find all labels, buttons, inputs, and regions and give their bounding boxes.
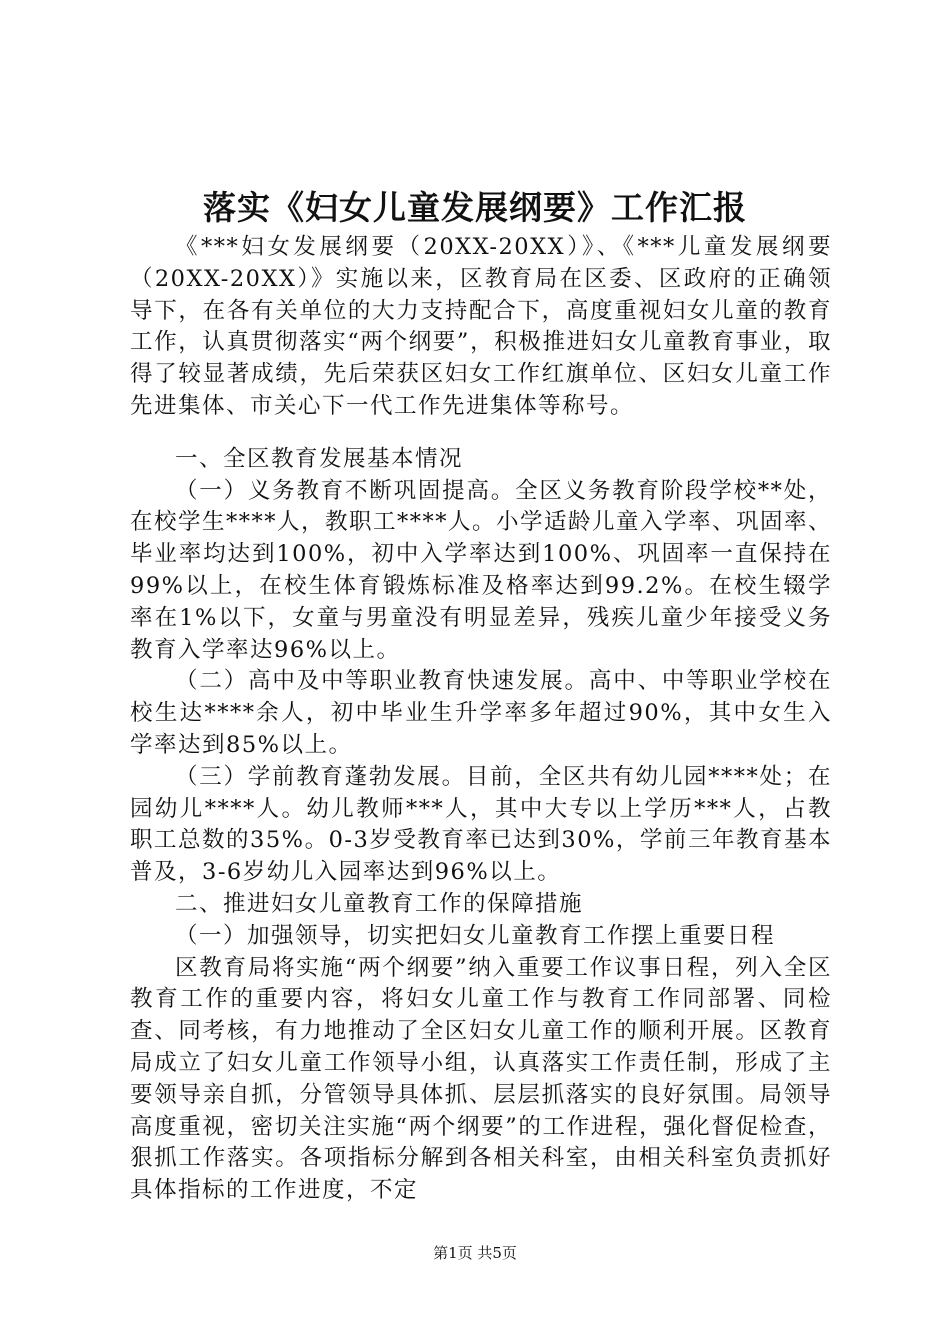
document-body xyxy=(130,232,832,1207)
paragraph-preschool: （三）学前教育蓬勃发展。目前，全区共有幼儿园****处；在园幼儿****人。幼儿教师***人，其中大专以上学历***人，占教职工总数的35%。0-3岁受教育率已达到30%，学前三年教育基本普及，3-6岁幼儿入园率达到96%以上。 xyxy=(130,763,832,886)
document-title: 落实《妇女儿童发展纲要》工作汇报 xyxy=(203,188,747,227)
paragraph-compulsory-education: （一）义务教育不断巩固提高。全区义务教育阶段学校**处，在校学生****人，教职工****人。小学适龄儿童入学率、巩固率、毕业率均达到100%，初中入学率达到100%、巩固率一直保持在99%以上，在校生体育锻炼标准及格率达到99.2%。在校生辍学率在1%以下，女童与男童没有明显差异，残疾儿童少年接受义务教育入学率达96%以上。 xyxy=(130,477,833,663)
page-number: 第1页 共5页 xyxy=(433,1244,517,1262)
paragraph-leadership: 区教育局将实施“两个纲要”纳入重要工作议事日程，列入全区教育工作的重要内容，将妇女儿童工作与教育工作同部署、同检查、同考核，有力地推动了全区妇女儿童工作的顺利开展。区教育局成立了妇女儿童工作领导小组，认真落实工作责任制，形成了主要领导亲自抓，分管领导具体抓、层层抓落实的良好氛围。局领导高度重视，密切关注实施“两个纲要”的工作进程，强化督促检查，狠抓工作落实。各项指标分解到各相关科室，由相关科室负责抓好具体指标的工作进度，不定 xyxy=(130,954,832,1204)
paragraph-high-school-vocational: （二）高中及中等职业教育快速发展。高中、中等职业学校在校生达****余人，初中毕业生升学率多年超过90%，其中女生入学率达到85%以上。 xyxy=(130,668,832,758)
section-heading-1: 一、全区教育发展基本情况 xyxy=(175,445,464,472)
intro-paragraph: 《***妇女发展纲要（20XX-20XX）》、《***儿童发展纲要（20XX-20XX）》实施以来，区教育局在区委、区政府的正确领导下，在各有关单位的大力支持配合下，高度重视妇女儿童的教育工作，认真贯彻落实“两个纲要”，积极推进妇女儿童教育事业，取得了较显著成绩，先后荣获区妇女工作红旗单位、区妇女儿童工作先进集体、市关心下一代工作先进集体等称号。 xyxy=(130,234,832,419)
subsection-heading-leadership: （一）加强领导，切实把妇女儿童教育工作摆上重要日程 xyxy=(175,922,776,949)
section-heading-2: 二、推进妇女儿童教育工作的保障措施 xyxy=(175,890,584,917)
